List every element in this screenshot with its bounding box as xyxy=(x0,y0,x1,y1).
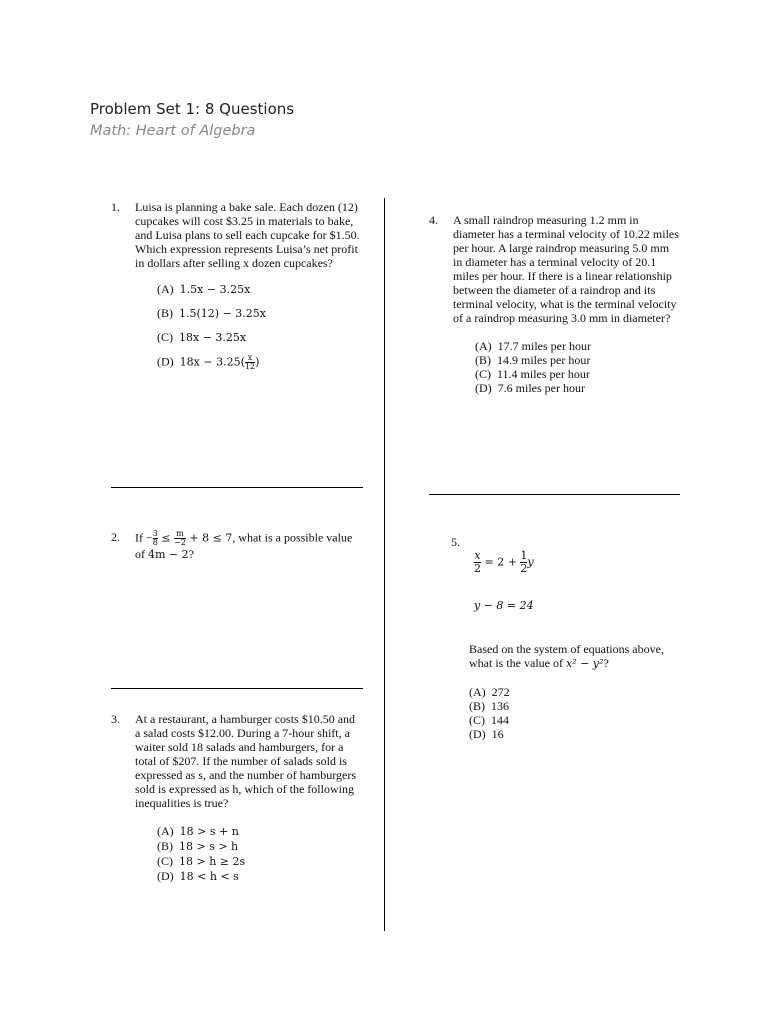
q3-option-c[interactable]: (C) 18 > h ≥ 2s xyxy=(157,854,246,868)
q1-separator xyxy=(111,487,363,488)
q1-option-c[interactable]: (C) 18x − 3.25x xyxy=(157,330,247,344)
q4-option-b[interactable]: (B) 14.9 miles per hour xyxy=(475,353,591,367)
q2-stem: If − $\frac{3}{8}$ ≤ $\frac{m}{-2}$ + 8 ≤ 7, what is a possible value of 4m − 2? xyxy=(135,529,353,561)
q4-number: 4. xyxy=(429,213,438,227)
q1-option-a[interactable]: (A) 1.5x − 3.25x xyxy=(157,282,251,296)
q5-number: 5. xyxy=(451,535,460,549)
q4-option-d[interactable]: (D) 7.6 miles per hour xyxy=(475,381,585,395)
q2-separator xyxy=(111,688,363,689)
q5-equation-2: y − 8 = 24 xyxy=(474,599,534,612)
q4-separator xyxy=(429,494,680,495)
q4-option-a[interactable]: (A) 17.7 miles per hour xyxy=(475,339,591,353)
column-divider xyxy=(384,198,385,931)
q5-option-d[interactable]: (D) 16 xyxy=(469,727,504,741)
q1-number: 1. xyxy=(111,200,120,214)
q2-number: 2. xyxy=(111,530,120,544)
q4-stem: A small raindrop measuring 1.2 mm in diameter has a terminal velocity of 10.22 miles per hour. A large raindrop measuring 5.0 mm in diameter has a terminal velocity of 20.1 miles per hour. If there is a linear relationship between the diameter of a raindrop and its terminal velocity, what is the terminal velocity of a raindrop measuring 3.0 mm in diameter? xyxy=(453,213,679,325)
q5-body xyxy=(469,642,680,741)
page-subtitle: Math: Heart of Algebra xyxy=(90,123,256,139)
q1-option-b[interactable]: (B) 1.5(12) − 3.25x xyxy=(157,306,266,320)
q1-stem: Luisa is planning a bake sale. Each dozen (12) cupcakes will cost $3.25 in materials to bake, and Luisa plans to sell each cupcake for $1.50. Which expression represents Luisa’s net profit in dollars after selling x dozen cupcakes? xyxy=(135,200,360,270)
q3-stem: At a restaurant, a hamburger costs $10.50 and a salad costs $12.00. During a 7-hour shift, a waiter sold 18 salads and hamburgers, for a total of $207. If the number of salads sold is expressed as s, and the number of hamburgers sold is expressed as h, which of the following inequalities is true? xyxy=(135,712,357,810)
q3-option-a[interactable]: (A) 18 > s + n xyxy=(157,824,239,838)
q5-equation-1: $\frac{x}{2}$ = 2 + $\frac{1}{2}$ y xyxy=(474,549,534,575)
q4-option-c[interactable]: (C) 11.4 miles per hour xyxy=(475,367,590,381)
q5-option-c[interactable]: (C) 144 xyxy=(469,713,509,727)
q1-option-d[interactable]: (D) 18x − 3.25( $\frac{x}{12}$ ) xyxy=(157,353,260,371)
q5-option-a[interactable]: (A) 272 xyxy=(469,685,510,699)
q5-stem: Based on the system of equations above, what is the value of x² − y²? xyxy=(469,642,664,670)
q3-number: 3. xyxy=(111,712,120,726)
page-title: Problem Set 1: 8 Questions xyxy=(90,100,295,118)
q3-option-b[interactable]: (B) 18 > s > h xyxy=(157,839,239,853)
q3-option-d[interactable]: (D) 18 < h < s xyxy=(157,869,239,883)
q5-option-b[interactable]: (B) 136 xyxy=(469,699,509,713)
